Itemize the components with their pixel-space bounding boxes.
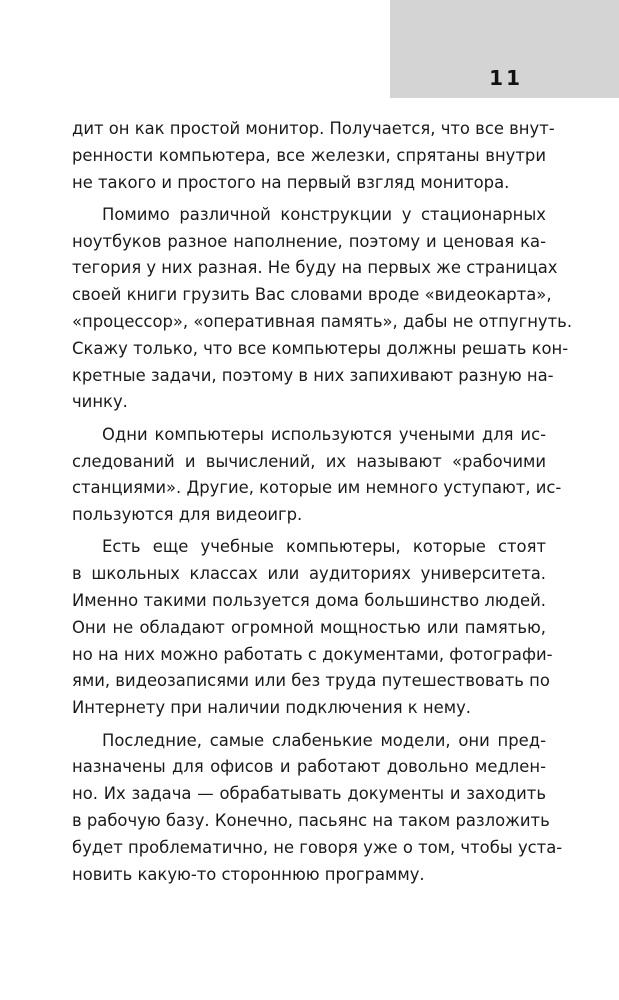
paragraph — [72, 202, 573, 416]
text-line: «процессор», «оперативная память», дабы не отпугнуть. — [72, 312, 573, 332]
text-line: Одни компьютеры используются учеными для ис- — [102, 424, 546, 444]
text-line: ями, видеозаписями или без труда путешествовать по — [72, 671, 550, 691]
text-line: Интернету при наличии подключения к нему. — [72, 698, 471, 718]
body-text — [72, 116, 573, 894]
paragraph — [72, 534, 553, 722]
text-line: ноутбуков разное наполнение, поэтому и ценовая ка- — [72, 231, 546, 251]
text-line: тегория у них разная. Не буду на первых же страницах — [72, 258, 558, 278]
text-line: ренности компьютера, все железки, спрятаны внутри — [72, 145, 546, 165]
text-line: пользуются для видеоигр. — [72, 505, 303, 525]
text-line: Последние, самые слабенькие модели, они пред- — [102, 730, 546, 750]
text-line: Скажу только, что все компьютеры должны решать кон- — [72, 338, 569, 358]
text-line: будет проблематично, не говоря уже о том, чтобы уста- — [72, 837, 563, 857]
paragraph — [72, 728, 563, 889]
text-line: дит он как простой монитор. Получается, что все внут- — [72, 119, 555, 138]
text-line: не такого и простого на первый взгляд монитора. — [72, 172, 510, 192]
text-line: станциями». Другие, которые им немного уступают, ис- — [72, 478, 562, 498]
text-line: Именно такими пользуется дома большинство людей. — [72, 591, 546, 611]
paragraph — [72, 422, 562, 529]
text-line: чинку. — [72, 392, 128, 412]
text-line: кретные задачи, поэтому в них запихивают разную на- — [72, 365, 554, 385]
text-line: новить какую-то стороннюю программу. — [72, 864, 425, 884]
page-number: 11 — [489, 66, 523, 90]
text-line: Помимо различной конструкции у стационарных — [102, 204, 546, 224]
text-line: назначены для офисов и работают довольно медлен- — [72, 757, 546, 777]
text-line: Они не обладают огромной мощностью или памятью, — [72, 617, 546, 637]
text-line: Есть еще учебные компьютеры, которые стоят — [102, 537, 546, 557]
text-line: в школьных классах или аудиториях университета. — [72, 564, 546, 584]
text-line: в рабочую базу. Конечно, пасьянс на таком разложить — [72, 810, 550, 830]
page-header-block — [390, 0, 619, 98]
text-line: своей книги грузить Вас словами вроде «видеокарта», — [72, 285, 552, 305]
text-line: но на них можно работать с документами, фотографи- — [72, 644, 553, 664]
text-line: следований и вычислений, их называют «рабочими — [72, 451, 546, 471]
text-line: но. Их задача — обрабатывать документы и заходить — [72, 784, 546, 804]
paragraph — [72, 116, 555, 196]
